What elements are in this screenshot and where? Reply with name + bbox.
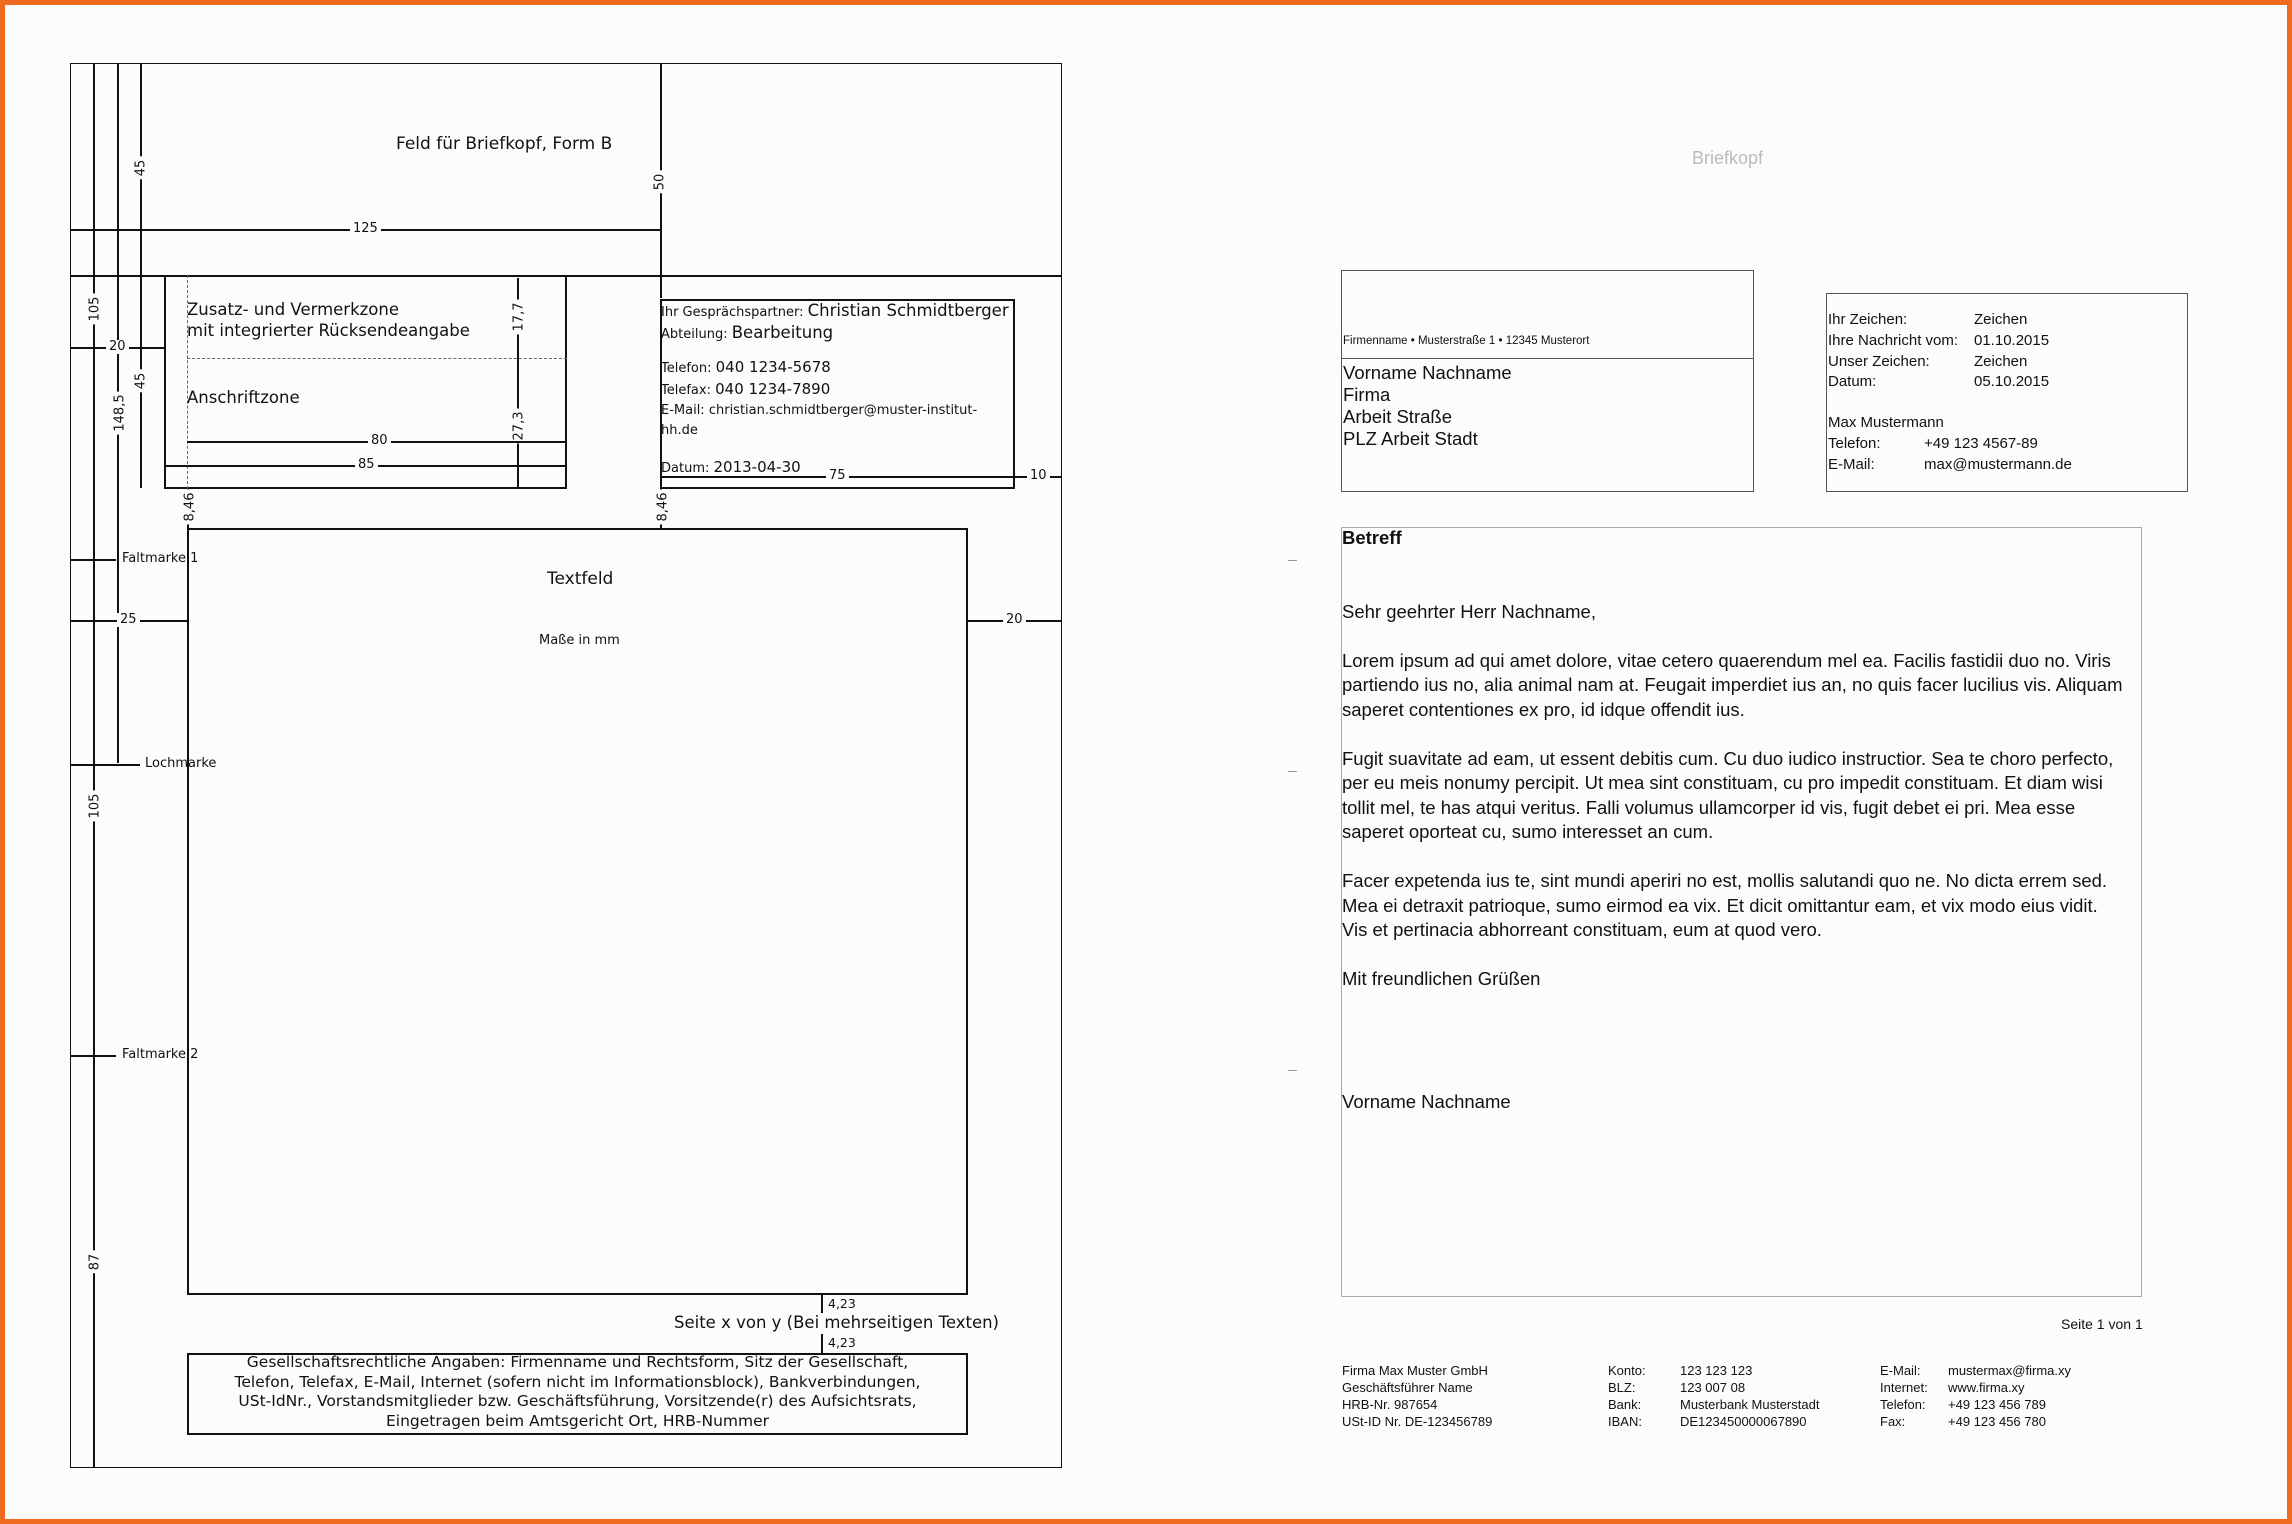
briefkopf-label: Briefkopf <box>1692 148 1764 168</box>
dim-50: 50 <box>653 171 667 194</box>
dim-87: 87 <box>88 1251 102 1274</box>
info-block-content: Ihr Gesprächspartner: Christian Schmidtberger Abteilung: Bearbeitung Telefon: 040 1234-5678 Telefax: 040 1234-7890 E-Mail: christian.schmidtberger@muster-institut-hh.de Datum: 2013-04-30 <box>661 301 1009 476</box>
sender-line: Firmenname • Musterstraße 1 • 12345 Musterort <box>1343 335 1590 347</box>
paragraph-2: Fugit suavitate ad eam, ut essent debitis cum. Cu duo iudico instructior. Sea te choro perfecto, per eu meis nonumy percipit. Ut mea sint constituam, cu pro impedit constituam. Et diam wisi tollit mel, te has atqui veritus. Falli volumus ullamcorper id vis, fugit debet ei pri. Mea esse saperet oporteat cu, sumo interesset an cum. <box>1342 747 2114 842</box>
dim-85: 85 <box>355 458 378 472</box>
dim-846-left: 8,46 <box>183 490 197 525</box>
dim-45-top: 45 <box>134 157 148 180</box>
page-number: Seite 1 von 1 <box>2061 1316 2143 1332</box>
hole-mark <box>1288 771 1297 772</box>
dim-line-423a <box>821 1295 823 1313</box>
dim-273: 27,3 <box>512 409 526 444</box>
paragraph-3: Facer expetenda ius te, sint mundi aperiri no est, mollis salutandi quo ne. No dicta errem sed. Mea ei detraxit patrioque, sumo eirmod ea vix. Et dicit omittantur eam, et vix modo eius vidit. Vis et pertinacia abhorreant constituam, eum at quod vero. <box>1342 870 2108 940</box>
dim-80: 80 <box>368 434 391 448</box>
faltmarke1-label: Faltmarke 1 <box>122 551 199 566</box>
fold-mark-2 <box>1288 1070 1297 1071</box>
subject: Betreff <box>1342 527 1402 548</box>
dim-20-right: 20 <box>1003 613 1026 627</box>
fold-mark-1 <box>1288 560 1297 561</box>
dim-423-top: 4,23 <box>828 1296 856 1311</box>
dim-line-423b <box>821 1334 823 1353</box>
dim-423-bottom: 4,23 <box>828 1335 856 1350</box>
anschrift-label: Anschriftzone <box>187 388 300 407</box>
dim-177: 17,7 <box>512 300 526 335</box>
dim-20-left: 20 <box>106 340 129 354</box>
dim-line-45 <box>140 63 142 488</box>
dim-25: 25 <box>117 613 140 627</box>
lochmarke-tick <box>70 764 140 766</box>
letter-info-content: Ihr Zeichen: Zeichen Ihre Nachricht vom: 01.10.2015 Unser Zeichen: Zeichen Datum: 05.10.2015 Max Mustermann Telefon: +49 123 4567-89 E-Mail: max@mustermann.de <box>1828 311 2072 473</box>
recipient-city: PLZ Arbeit Stadt <box>1343 428 1478 449</box>
letter-footer-col2: Konto: 123 123 123 BLZ: 123 007 08 Bank: Musterbank Musterstadt IBAN: DE123450000067890 <box>1608 1363 1820 1429</box>
recipient-address <box>1343 362 1512 450</box>
masse-label: Maße in mm <box>539 633 620 648</box>
faltmarke2-tick <box>70 1055 116 1057</box>
recipient-name: Vorname Nachname <box>1343 362 1512 383</box>
paragraph-1: Lorem ipsum ad qui amet dolore, vitae cetero quaerendum mel ea. Facilis fastidii duo no. Viris partiendo ius no, alia animal nam at. Feugait imperdiet ius an, no quis facer lucilius vis. Aliquam saperet contentiones ex pro, id idque offendit ius. <box>1342 649 2123 720</box>
dim-105-top: 105 <box>88 294 102 325</box>
address-window-divider <box>187 358 567 359</box>
letter-body <box>1342 526 2142 1114</box>
faltmarke1-tick <box>70 559 116 561</box>
recipient-street: Arbeit Straße <box>1343 406 1452 427</box>
dim-125: 125 <box>350 222 381 236</box>
closing: Mit freundlichen Grüßen <box>1342 968 1541 989</box>
dim-148: 148,5 <box>114 391 128 434</box>
dim-45-mid: 45 <box>134 370 148 393</box>
lochmarke-label: Lochmarke <box>145 756 217 771</box>
dim-10: 10 <box>1027 469 1050 483</box>
letter-footer-col1: Firma Max Muster GmbH Geschäftsführer Name HRB-Nr. 987654 USt-ID Nr. DE-123456789 <box>1342 1363 1493 1429</box>
header-field-label: Feld für Briefkopf, Form B <box>396 134 613 154</box>
signature-name: Vorname Nachname <box>1342 1090 1511 1112</box>
dim-105-mid: 105 <box>88 791 102 822</box>
sender-separator <box>1341 358 1754 359</box>
faltmarke2-label: Faltmarke 2 <box>122 1047 199 1062</box>
salutation: Sehr geehrter Herr Nachname, <box>1342 600 1596 622</box>
recipient-company: Firma <box>1343 384 1391 405</box>
zusatz-label: Zusatz- und Vermerkzone mit integrierter Rücksendeangabe <box>187 300 470 340</box>
textfeld-label: Textfeld <box>547 569 614 589</box>
dim-846-right: 8,46 <box>656 490 670 525</box>
footer-text: Gesellschaftsrechtliche Angaben: Firmenname und Rechtsform, Sitz der Gesellschaft, Telefon, Telefax, E-Mail, Internet (sofern nicht im Informationsblock), Bankverbindungen, USt-IdNr., Vorstandsmitglieder bzw. Geschäftsführung, Vorsitzende(r) des Aufsichtsrats, Eingetragen beim Amtsgericht Ort, HRB-Nummer <box>234 1353 921 1430</box>
dim-75: 75 <box>826 469 849 483</box>
seite-label: Seite x von y (Bei mehrseitigen Texten) <box>674 1313 999 1332</box>
letter-footer-col3: E-Mail: mustermax@firma.xy Internet: www.firma.xy Telefon: +49 123 456 789 Fax: +49 123 456 780 <box>1880 1363 2071 1429</box>
